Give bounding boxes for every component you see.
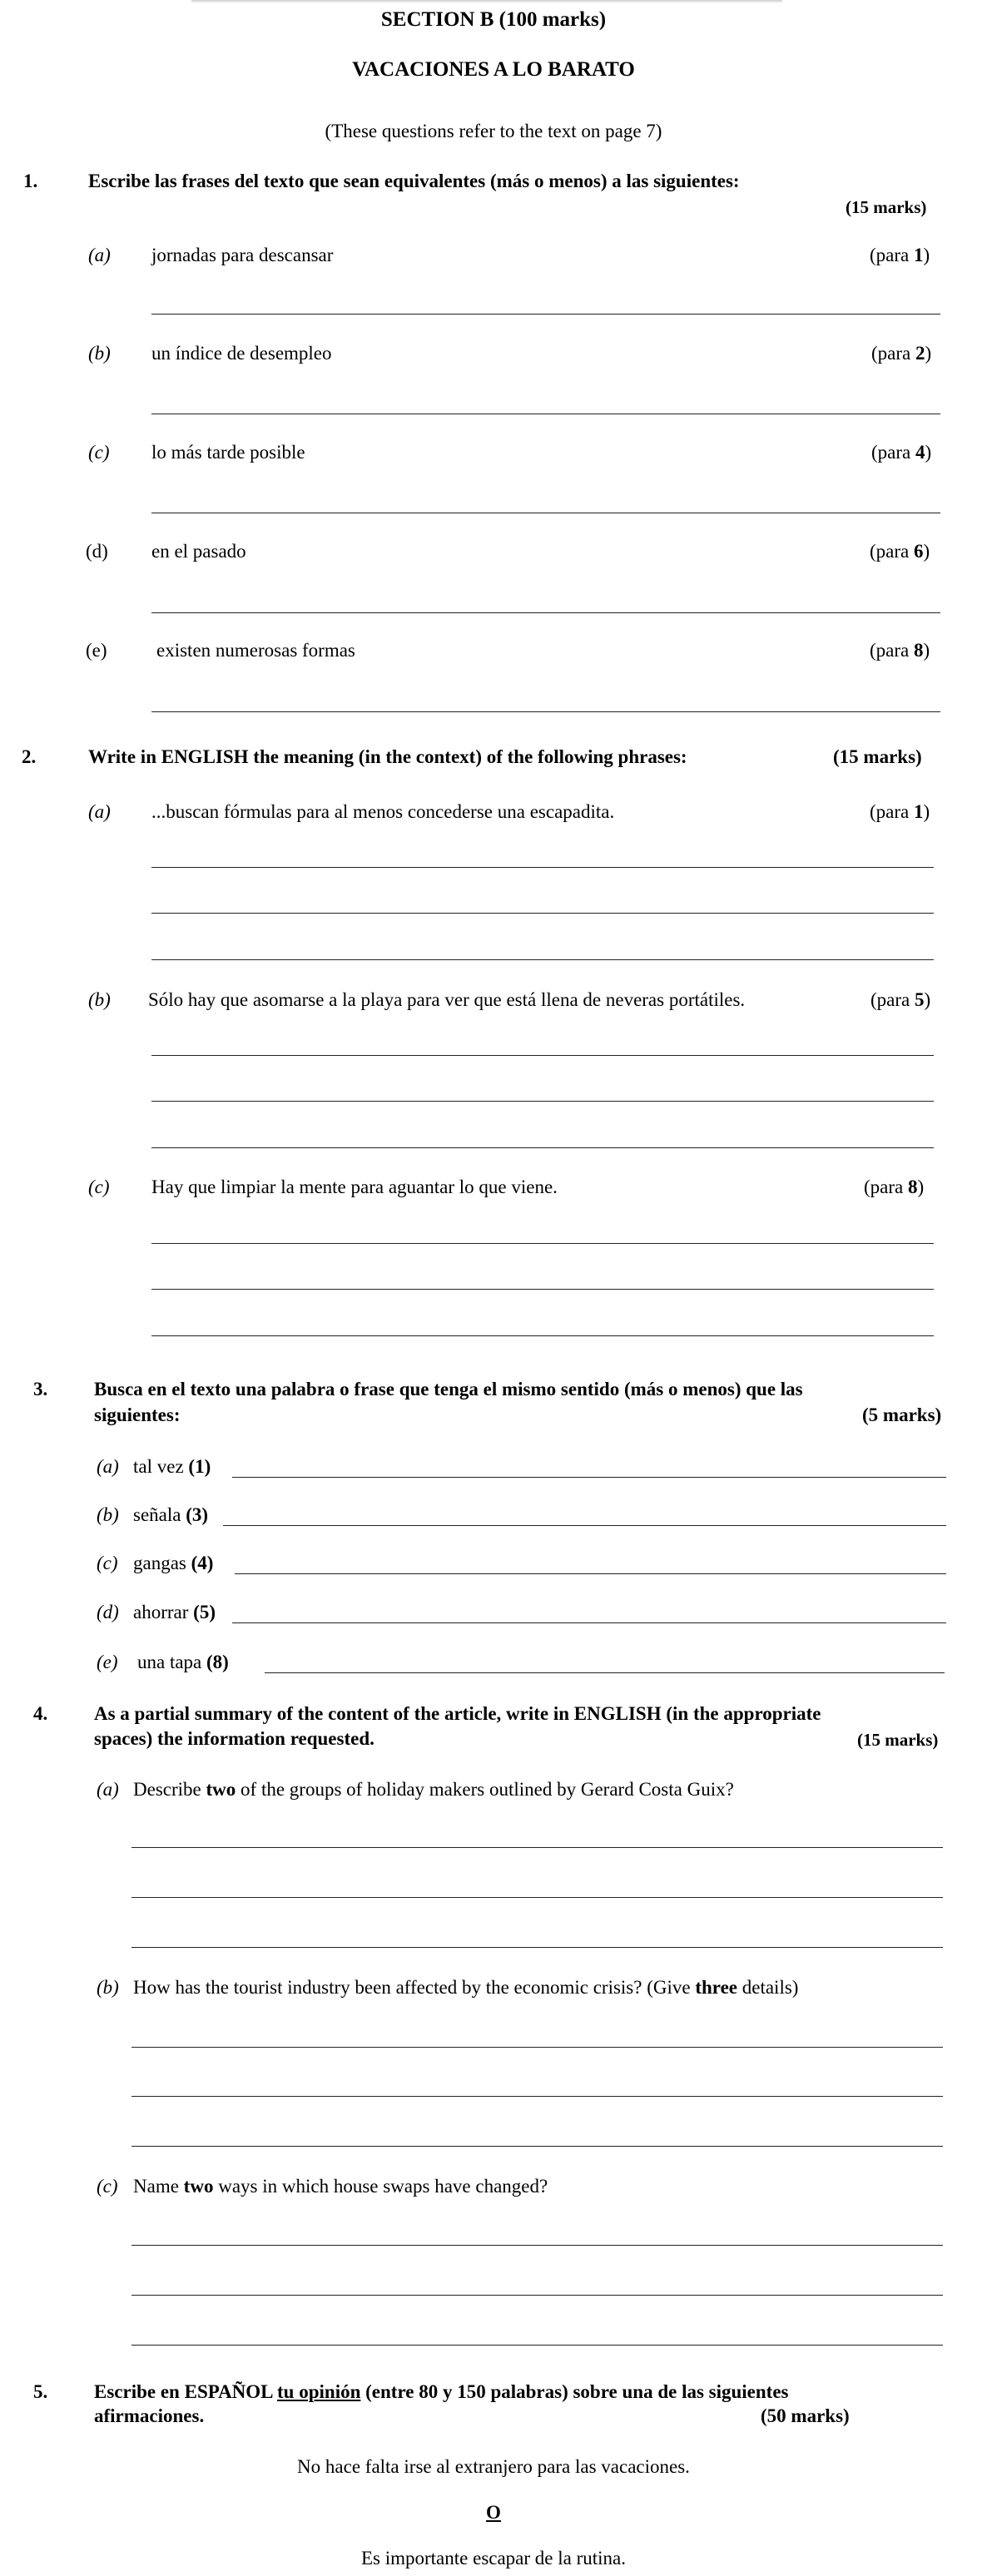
para-reference: [870, 245, 930, 266]
answer-line[interactable]: [151, 1335, 934, 1336]
reference-note: (These questions refer to the text on page 7): [325, 121, 662, 141]
para-suffix: ): [923, 245, 930, 265]
para-reference: [871, 442, 931, 463]
para-number: 5: [915, 989, 925, 1010]
para-number: 8: [914, 640, 924, 661]
item-text-post: ways in which house swaps have changed?: [213, 2176, 548, 2197]
item-label: (c): [97, 2176, 118, 2197]
question-number: 5.: [33, 2381, 48, 2402]
answer-line[interactable]: [131, 1947, 943, 1948]
item-text: jornadas para descansar: [151, 245, 334, 265]
para-suffix: ): [917, 1177, 925, 1197]
answer-line[interactable]: [265, 1672, 945, 1673]
item-text: ...buscan fórmulas para al menos concederse una escapadita.: [151, 801, 615, 822]
question-prompt-continued: afirmaciones.: [94, 2405, 205, 2426]
answer-line[interactable]: [131, 2096, 943, 2097]
item-label: (e): [97, 1652, 118, 1672]
item-text-bold: two: [206, 1779, 236, 1800]
question-prompt-continued: spaces) the information requested.: [94, 1728, 374, 1749]
item-text-pre: Describe: [133, 1779, 206, 1800]
item-label: (c): [88, 1177, 110, 1197]
para-prefix: (para: [870, 245, 914, 265]
answer-line[interactable]: [151, 913, 934, 914]
para-number: 8: [908, 1177, 918, 1197]
item-label: (a): [97, 1779, 119, 1800]
item-label: (b): [88, 343, 111, 364]
question-number: 1.: [23, 171, 38, 191]
para-suffix: ): [925, 343, 932, 364]
question-prompt: Write in ENGLISH the meaning (in the context) of the following phrases:: [88, 746, 687, 767]
page-top-edge: [191, 0, 782, 3]
answer-line[interactable]: [232, 1477, 946, 1478]
prompt-underlined: tu opinión: [277, 2381, 361, 2402]
para-suffix: ): [923, 541, 930, 562]
para-number: 2: [915, 343, 925, 364]
section-title: SECTION B (100 marks): [380, 8, 607, 31]
answer-line[interactable]: [151, 867, 934, 868]
item-label: (b): [88, 989, 111, 1010]
para-prefix: (para: [870, 801, 914, 822]
prompt-pre: Escribe en ESPAÑOL: [94, 2381, 278, 2402]
answer-line[interactable]: [151, 1055, 934, 1056]
marks-label: (5 marks): [862, 1404, 942, 1425]
answer-line[interactable]: [131, 2345, 943, 2346]
para-number: (1): [188, 1456, 211, 1477]
answer-line[interactable]: [151, 1289, 934, 1290]
para-number: 6: [914, 541, 924, 562]
answer-line[interactable]: [131, 1897, 943, 1898]
item-text-pre: How has the tourist industry been affected by the economic crisis? (Give: [133, 1977, 696, 1998]
item-label: (d): [97, 1602, 119, 1622]
para-number: (4): [191, 1553, 214, 1573]
question-number: 4.: [33, 1703, 48, 1724]
item-label: (a): [88, 245, 111, 265]
para-suffix: ): [925, 442, 932, 463]
item-text: existen numerosas formas: [156, 640, 355, 661]
item-word: gangas: [133, 1553, 186, 1573]
item-text: Hay que limpiar la mente para aguantar lo que viene.: [151, 1177, 558, 1197]
answer-line[interactable]: [151, 1147, 934, 1148]
para-reference: [871, 343, 931, 364]
para-prefix: (para: [870, 989, 915, 1010]
item-word: una tapa: [137, 1652, 202, 1672]
prompt-post: (entre 80 y 150 palabras) sobre una de las siguientes: [360, 2381, 789, 2402]
marks-label: (15 marks): [857, 1730, 939, 1750]
item-label: (c): [97, 1553, 118, 1573]
answer-line[interactable]: [232, 1622, 946, 1623]
item-label: (b): [97, 1504, 119, 1525]
question-prompt: Busca en el texto una palabra o frase que tenga el mismo sentido (más o menos) que las: [94, 1379, 803, 1399]
question-number: 2.: [22, 746, 37, 767]
answer-line[interactable]: [131, 2295, 943, 2296]
para-number: (3): [186, 1504, 209, 1525]
item-text-post: details): [737, 1977, 799, 1998]
statement-2: Es importante escapar de la rutina.: [360, 2548, 627, 2569]
para-prefix: (para: [870, 640, 914, 661]
answer-line[interactable]: [235, 1573, 946, 1574]
question-prompt: [94, 2381, 789, 2403]
question-prompt: Escribe las frases del texto que sean equivalentes (más o menos) a las siguientes:: [88, 171, 740, 191]
question-prompt-continued: siguientes:: [94, 1404, 181, 1425]
answer-line[interactable]: [151, 314, 940, 315]
para-reference: [870, 640, 930, 661]
answer-line[interactable]: [151, 1243, 934, 1244]
item-label: (a): [88, 801, 111, 822]
item-word: señala: [133, 1504, 181, 1525]
para-prefix: (para: [870, 541, 914, 562]
statement-1: No hace falta irse al extranjero para las vacaciones.: [297, 2456, 690, 2477]
para-reference: [864, 1177, 924, 1198]
statement-connector: O: [486, 2502, 501, 2523]
item-text-post: of the groups of holiday makers outlined by Gerard Costa Guix?: [236, 1779, 734, 1800]
marks-label: (15 marks): [833, 746, 922, 767]
item-label: (b): [97, 1977, 119, 1998]
answer-line[interactable]: [223, 1525, 946, 1526]
para-reference: [870, 989, 930, 1011]
para-suffix: ): [923, 640, 930, 661]
para-number: (8): [206, 1652, 229, 1672]
para-number: 1: [914, 245, 924, 265]
item-text: lo más tarde posible: [151, 442, 305, 463]
item-text: un índice de desempleo: [151, 343, 332, 364]
item-label: (e): [86, 640, 107, 661]
answer-line[interactable]: [131, 2047, 943, 2048]
item-text: Sólo hay que asomarse a la playa para ver que está llena de neveras portátiles.: [148, 989, 746, 1010]
item-label: (c): [88, 442, 110, 463]
item-text-bold: three: [695, 1977, 737, 1998]
item-text: en el pasado: [151, 541, 246, 562]
answer-line[interactable]: [151, 711, 940, 712]
para-number: 4: [915, 442, 925, 463]
para-reference: [870, 801, 930, 823]
question-number: 3.: [33, 1379, 48, 1399]
item-text-pre: Name: [133, 2176, 184, 2197]
para-prefix: (para: [871, 343, 915, 364]
answer-line[interactable]: [151, 959, 934, 960]
item-word: ahorrar: [133, 1602, 189, 1622]
item-word: tal vez: [133, 1456, 184, 1477]
para-prefix: (para: [864, 1177, 908, 1197]
article-title: VACACIONES A LO BARATO: [352, 58, 635, 81]
para-suffix: ): [924, 989, 931, 1010]
para-reference: [870, 541, 930, 562]
answer-line[interactable]: [131, 2146, 943, 2147]
marks-label: (50 marks): [761, 2405, 850, 2426]
item-label: (a): [97, 1456, 119, 1477]
answer-line[interactable]: [131, 2245, 943, 2246]
para-prefix: (para: [871, 442, 915, 463]
question-prompt: As a partial summary of the content of the article, write in ENGLISH (in the appropriate: [94, 1703, 821, 1724]
answer-line[interactable]: [151, 612, 940, 613]
para-suffix: ): [923, 801, 930, 822]
marks-label: (15 marks): [846, 197, 927, 217]
answer-line[interactable]: [151, 1101, 934, 1102]
para-number: (5): [193, 1602, 216, 1622]
para-number: 1: [914, 801, 924, 822]
answer-line[interactable]: [131, 1847, 943, 1848]
item-text-bold: two: [183, 2176, 214, 2197]
item-label: (d): [86, 541, 108, 562]
